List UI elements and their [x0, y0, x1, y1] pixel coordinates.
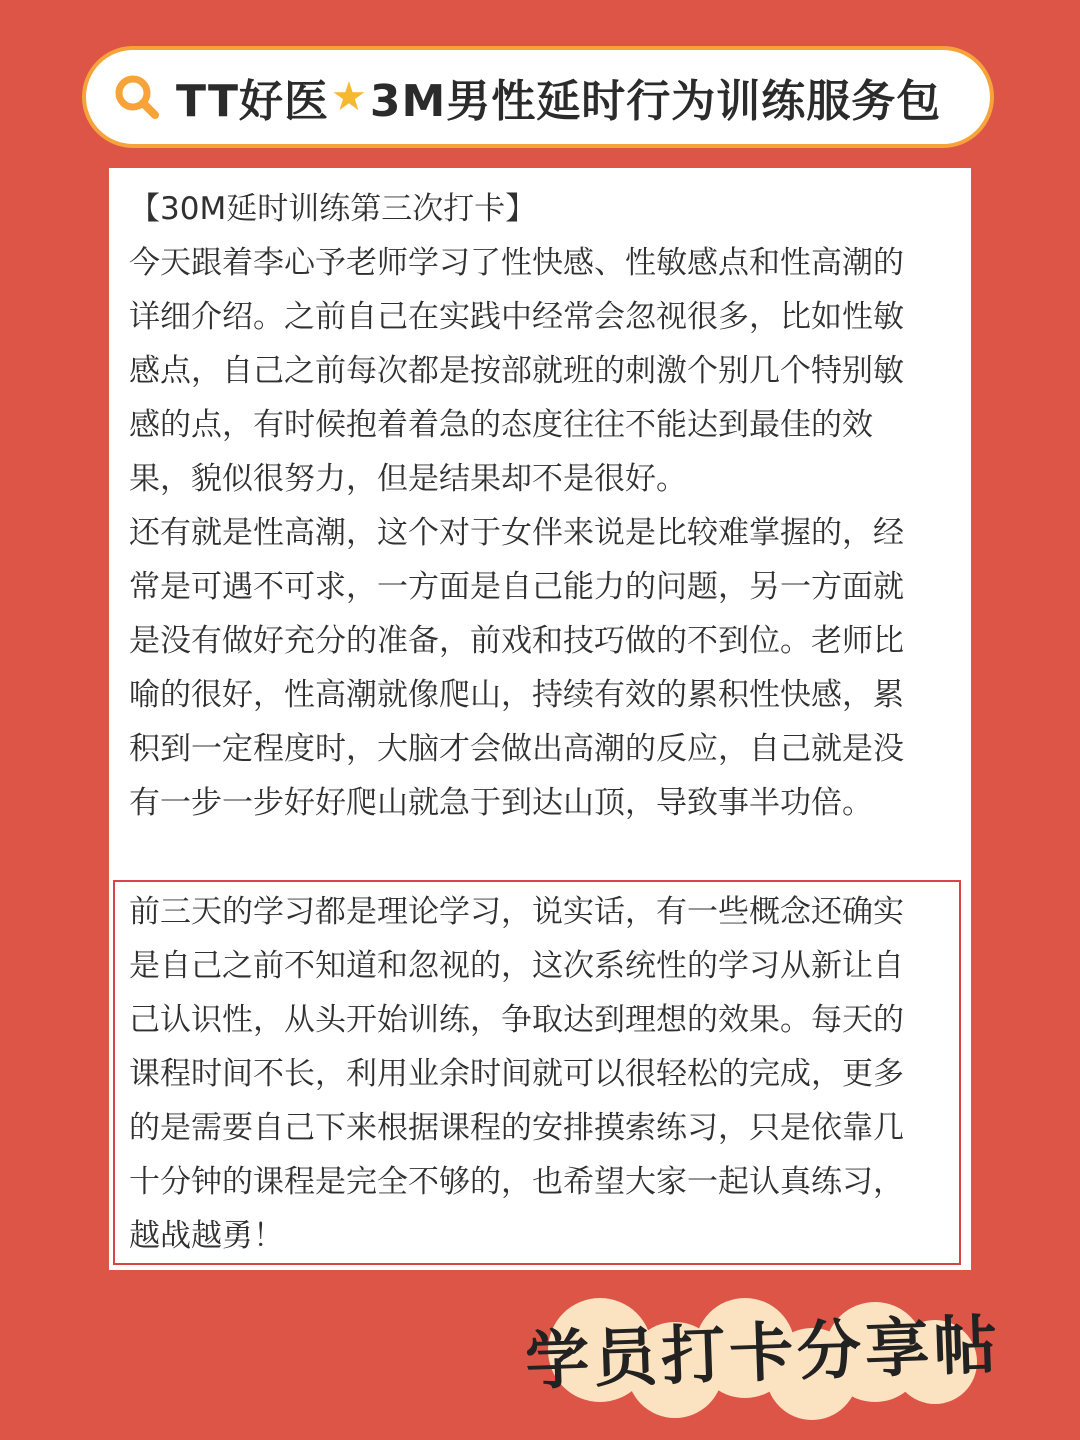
search-icon	[112, 72, 162, 122]
star-icon: ★	[331, 74, 368, 120]
post-card	[109, 168, 971, 1270]
sticker-label: 学员打卡分享帖	[524, 1308, 1003, 1400]
search-bar[interactable]	[82, 46, 994, 148]
post-heading: 【30M延时训练第三次打卡】	[129, 191, 537, 227]
post-paragraph-1: 今天跟着李心予老师学习了性快感、性敏感点和性高潮的详细介绍。之前自己在实践中经常会忽视很多，比如性敏感点，自己之前每次都是按部就班的刺激个别几个特别敏感的点，有时候抱着着急的态度往往不能达到最佳的效果，貌似很努力，但是结果却不是很好。	[129, 245, 904, 497]
post-paragraph-2: 还有就是性高潮，这个对于女伴来说是比较难掌握的，经常是可遇不可求，一方面是自己能力的问题，另一方面就是没有做好充分的准备，前戏和技巧做的不到位。老师比喻的很好，性高潮就像爬山，持续有效的累积性快感，累积到一定程度时，大脑才会做出高潮的反应，自己就是没有一步一步好好爬山就急于到达山顶，导致事半功倍。	[129, 515, 904, 821]
post-paragraph-3: 前三天的学习都是理论学习，说实话，有一些概念还确实是自己之前不知道和忽视的，这次系统性的学习从新让自己认识性，从头开始训练，争取达到理想的效果。每天的课程时间不长，利用业余时间就可以很轻松的完成，更多的是需要自己下来根据课程的安排摸索练习，只是依靠几十分钟的课程是完全不够的，也希望大家一起认真练习，越战越勇！	[129, 894, 904, 1254]
search-title-brand: TT好医	[176, 76, 330, 127]
search-query	[176, 65, 941, 129]
search-title-product: 3M男性延时行为训练服务包	[369, 76, 942, 127]
